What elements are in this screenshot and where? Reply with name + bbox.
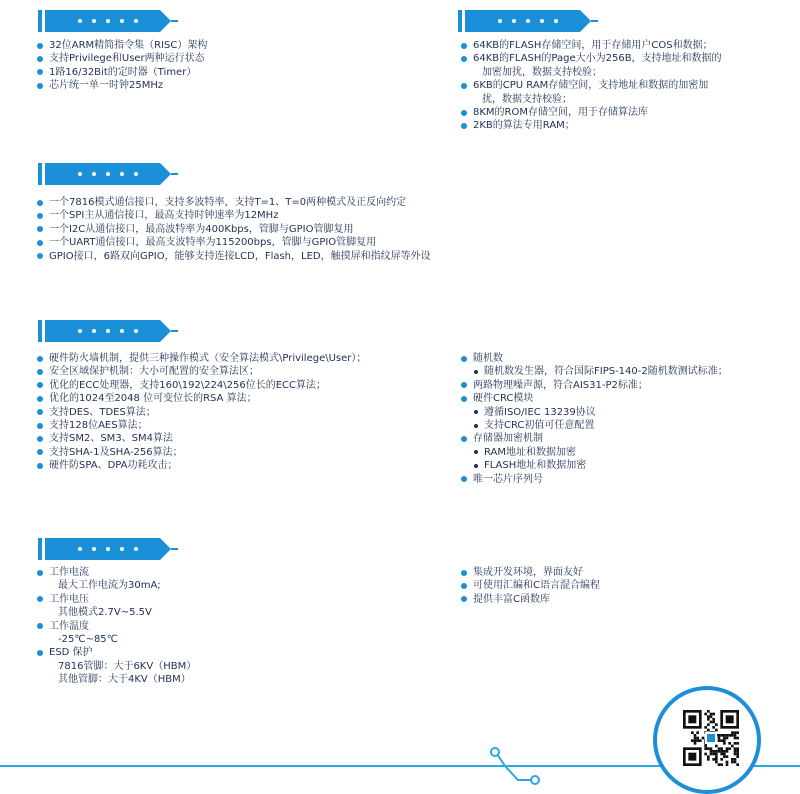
list-item: 优化的1024至2048 位可变位长的RSA 算法；: [34, 392, 366, 405]
list-item-continuation: 最大工作电流为30mA;: [58, 580, 161, 592]
list-item: 1路16/32Bit的定时器（Timer）: [34, 66, 207, 79]
list-item-continuation: 加密加扰，数据支持校验；: [482, 66, 602, 78]
list-item: ESD 保护: [34, 646, 196, 659]
list-item: 一个I2C从通信接口，最高波特率为400Kbps，管脚与GPIO管脚复用: [34, 223, 431, 236]
list-item: 安全区域保护机制：大小可配置的安全算法区；: [34, 365, 366, 378]
section-banner-icon: [38, 538, 178, 560]
list-item: 硬件防SPA、DPA功耗攻击；: [34, 459, 366, 472]
list-sub-item: FLASH地址和数据加密: [458, 459, 728, 472]
list-item: 一个UART通信接口，最高支波特率为115200bps，管脚与GPIO管脚复用: [34, 236, 431, 249]
list-item: 随机数: [458, 352, 728, 365]
section-banner-icon: [38, 163, 178, 185]
list-item: 提供丰富C函数库: [458, 593, 600, 606]
list-item: 工作温度: [34, 620, 196, 633]
list-item: 两路物理噪声源，符合AIS31-P2标准；: [458, 379, 728, 392]
list-sub-item: 随机数发生器，符合国际FIPS-140-2随机数测试标准；: [458, 365, 728, 378]
list-item: 32位ARM精简指令集（RISC）架构: [34, 39, 207, 52]
list-item: 2KB的算法专用RAM；: [458, 119, 722, 132]
list-item-continuation: 7816管脚：大于6KV（HBM）: [58, 660, 197, 672]
list-item: 工作电流: [34, 566, 196, 579]
list-item: 芯片统一单一时钟25MHz: [34, 79, 207, 92]
list-sub-item: RAM地址和数据加密: [458, 446, 728, 459]
security-left-list: [34, 352, 366, 473]
interfaces-list: [34, 196, 431, 263]
list-item: 工作电压: [34, 593, 196, 606]
features-right-list: [458, 39, 722, 133]
list-sub-item: 支持CRC初值可任意配置: [458, 419, 728, 432]
list-item: 支持Privilege和User两种运行状态: [34, 52, 207, 65]
list-item: 硬件CRC模块: [458, 392, 728, 405]
qr-code-badge: [653, 686, 761, 794]
list-item: 一个7816模式通信接口，支持多波特率，支持T=1、T=0两种模式及正反向约定: [34, 196, 431, 209]
list-item: 支持SM2、SM3、SM4算法: [34, 432, 366, 445]
dev-env-list: [458, 566, 600, 606]
list-item: 6KB的CPU RAM存储空间，支持地址和数据的加密加: [458, 79, 722, 92]
list-item: 支持DES、TDES算法；: [34, 406, 366, 419]
list-item: 优化的ECC处理器，支持160\192\224\256位长的ECC算法；: [34, 379, 366, 392]
list-item: 64KB的FLASH的Page大小为256B，支持地址和数据的: [458, 52, 722, 65]
qr-code-icon: [683, 710, 739, 770]
section-banner-icon: [458, 10, 598, 32]
list-sub-item: 遵循ISO/IEC 13239协议: [458, 406, 728, 419]
list-item: 集成开发环境，界面友好: [458, 566, 600, 579]
list-item-continuation: 其他模式2.7V~5.5V: [58, 607, 152, 619]
list-item: 可使用汇编和C语言混合编程: [458, 579, 600, 592]
list-item-continuation: 扰，数据支持校验；: [482, 93, 572, 105]
electrical-list: [34, 566, 196, 687]
list-item: 唯一芯片序列号: [458, 473, 728, 486]
list-item: 8KM的ROM存储空间，用于存储算法库: [458, 106, 722, 119]
list-item: 64KB的FLASH存储空间，用于存储用户COS和数据；: [458, 39, 722, 52]
list-item: GPIO接口，6路双向GPIO，能够支持连接LCD，Flash，LED，触摸屏和指纹屏等外设: [34, 250, 431, 263]
list-item-continuation: -25℃~85℃: [58, 634, 118, 646]
list-item: 硬件防火墙机制，提供三种操作模式（安全算法模式\Privilege\User）；: [34, 352, 366, 365]
list-item: 支持128位AES算法；: [34, 419, 366, 432]
list-item-continuation: 其他管脚：大于4KV（HBM）: [58, 674, 191, 686]
list-item: 存储器加密机制: [458, 432, 728, 445]
security-right-list: [458, 352, 728, 486]
features-left-list: [34, 39, 207, 93]
section-banner-icon: [38, 320, 178, 342]
section-banner-icon: [38, 10, 178, 32]
list-item: 一个SPI主从通信接口，最高支持时钟速率为12MHz: [34, 209, 431, 222]
list-item: 支持SHA-1及SHA-256算法；: [34, 446, 366, 459]
